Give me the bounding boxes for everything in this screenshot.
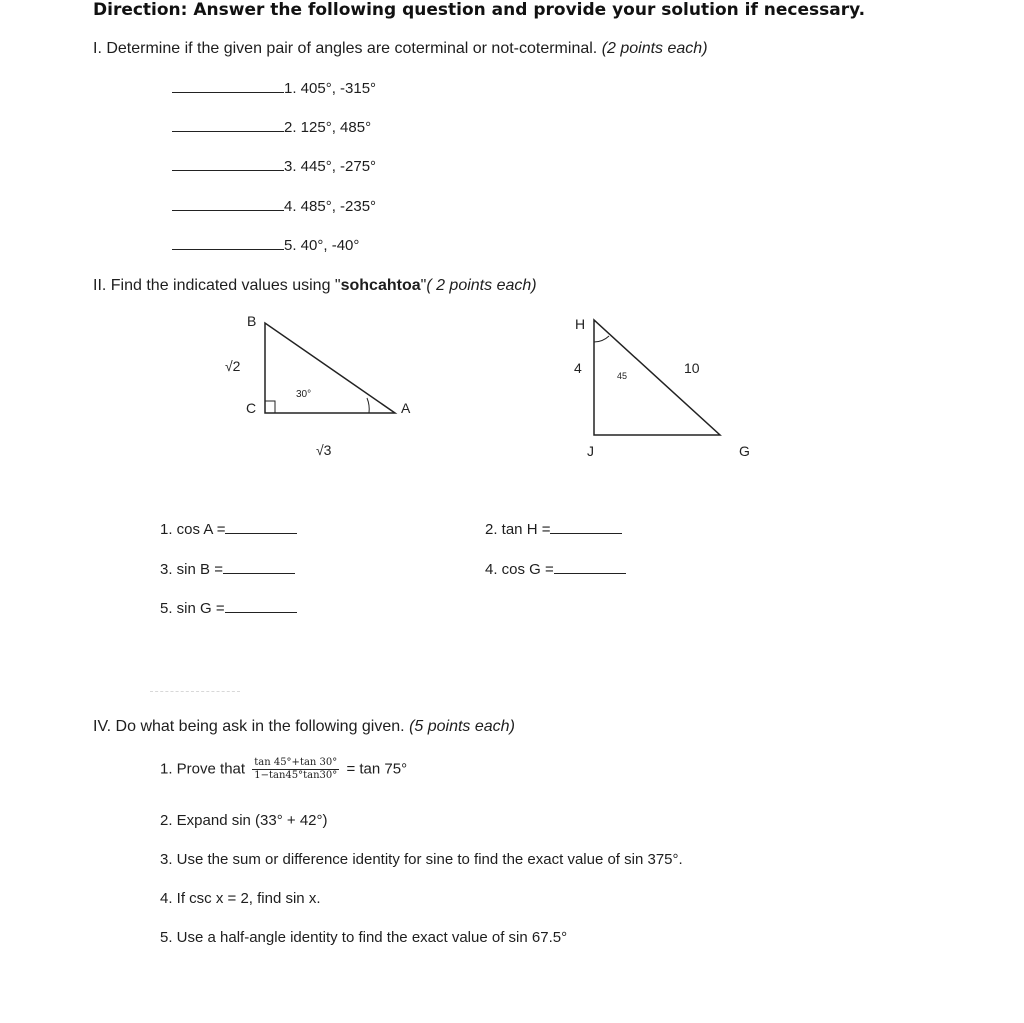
side-hg-label: 10	[684, 360, 700, 376]
answer-blank[interactable]	[172, 130, 284, 132]
trig-question	[485, 521, 622, 538]
vertex-b-label: B	[247, 313, 257, 329]
triangle-hjg-shape	[594, 320, 720, 435]
triangle-hjg	[588, 316, 728, 441]
item-text: 1. 405°, -315°	[284, 80, 377, 97]
section-2-title-pre: II. Find the indicated values using "	[93, 277, 341, 294]
section-2-title-bold: sohcahtoa	[340, 277, 421, 294]
answer-blank[interactable]	[223, 572, 295, 574]
section-4-title-text: IV. Do what being ask in the following given.	[93, 718, 405, 735]
question-text: 3. sin B =	[160, 561, 223, 578]
section-1-item	[172, 119, 371, 136]
question-4: 4. If csc x = 2, find sin x.	[160, 890, 321, 907]
section-2-title-post: "	[420, 277, 427, 294]
vertex-j-label: J	[587, 443, 594, 459]
question-text: 4. cos G =	[485, 561, 554, 578]
section-2-title	[93, 277, 537, 295]
angle-h-label: 45	[617, 371, 628, 381]
direction-text: Direction: Answer the following question and provide your solution if necessary.	[93, 0, 866, 20]
section-2-points: ( 2 points each)	[426, 277, 537, 294]
section-1-points: (2 points each)	[601, 40, 708, 57]
item-text: 2. 125°, 485°	[284, 119, 372, 136]
side-ca-label: √3	[316, 442, 332, 458]
triangle-bca	[255, 318, 405, 418]
prove-post: = tan 75°	[346, 760, 408, 778]
vertex-h-label: H	[575, 316, 586, 332]
question-2: 2. Expand sin (33° + 42°)	[160, 812, 328, 829]
answer-blank[interactable]	[225, 532, 297, 534]
section-4-points: (5 points each)	[409, 718, 515, 735]
trig-question	[160, 521, 297, 538]
section-1-title-text: I. Determine if the given pair of angles are coterminal or not-coterminal.	[93, 40, 598, 57]
answer-blank[interactable]	[172, 91, 284, 93]
fraction-denominator: 1−tan45°tan30°	[254, 770, 338, 781]
section-1-item	[172, 198, 376, 215]
vertex-c-label: C	[246, 400, 257, 416]
section-1-item	[172, 80, 376, 97]
angle-a-label: 30°	[296, 389, 312, 400]
trig-question	[485, 561, 626, 578]
question-text: 5. sin G =	[160, 600, 225, 617]
prove-pre: 1. Prove that	[160, 760, 246, 778]
right-angle-mark	[265, 401, 275, 413]
trig-question	[160, 561, 295, 578]
answer-blank[interactable]	[554, 572, 626, 574]
section-1-item	[172, 237, 359, 254]
side-bc-label: √2	[225, 358, 241, 374]
question-text: 1. cos A =	[160, 521, 226, 538]
answer-blank[interactable]	[172, 169, 284, 171]
item-text: 4. 485°, -235°	[284, 198, 377, 215]
answer-blank[interactable]	[225, 611, 297, 613]
divider	[150, 691, 240, 692]
answer-blank[interactable]	[550, 532, 622, 534]
fraction	[252, 757, 339, 782]
prove-question	[160, 757, 407, 782]
side-hj-label: 4	[574, 360, 582, 376]
triangle-bca-shape	[265, 323, 395, 413]
section-1-item	[172, 158, 376, 175]
item-text: 3. 445°, -275°	[284, 158, 377, 175]
answer-blank[interactable]	[172, 209, 284, 211]
angle-arc	[367, 398, 369, 413]
question-3: 3. Use the sum or difference identity for sine to find the exact value of sin 375°.	[160, 851, 683, 868]
trig-question	[160, 600, 297, 617]
answer-blank[interactable]	[172, 248, 284, 250]
section-1-title	[93, 40, 708, 58]
vertex-g-label: G	[739, 443, 750, 459]
fraction-numerator: tan 45°+tan 30°	[254, 757, 338, 768]
angle-arc	[594, 336, 609, 342]
question-5: 5. Use a half-angle identity to find the exact value of sin 67.5°	[160, 929, 568, 946]
section-4-title	[93, 718, 515, 736]
vertex-a-label: A	[401, 400, 411, 416]
question-text: 2. tan H =	[485, 521, 551, 538]
item-text: 5. 40°, -40°	[284, 237, 360, 254]
